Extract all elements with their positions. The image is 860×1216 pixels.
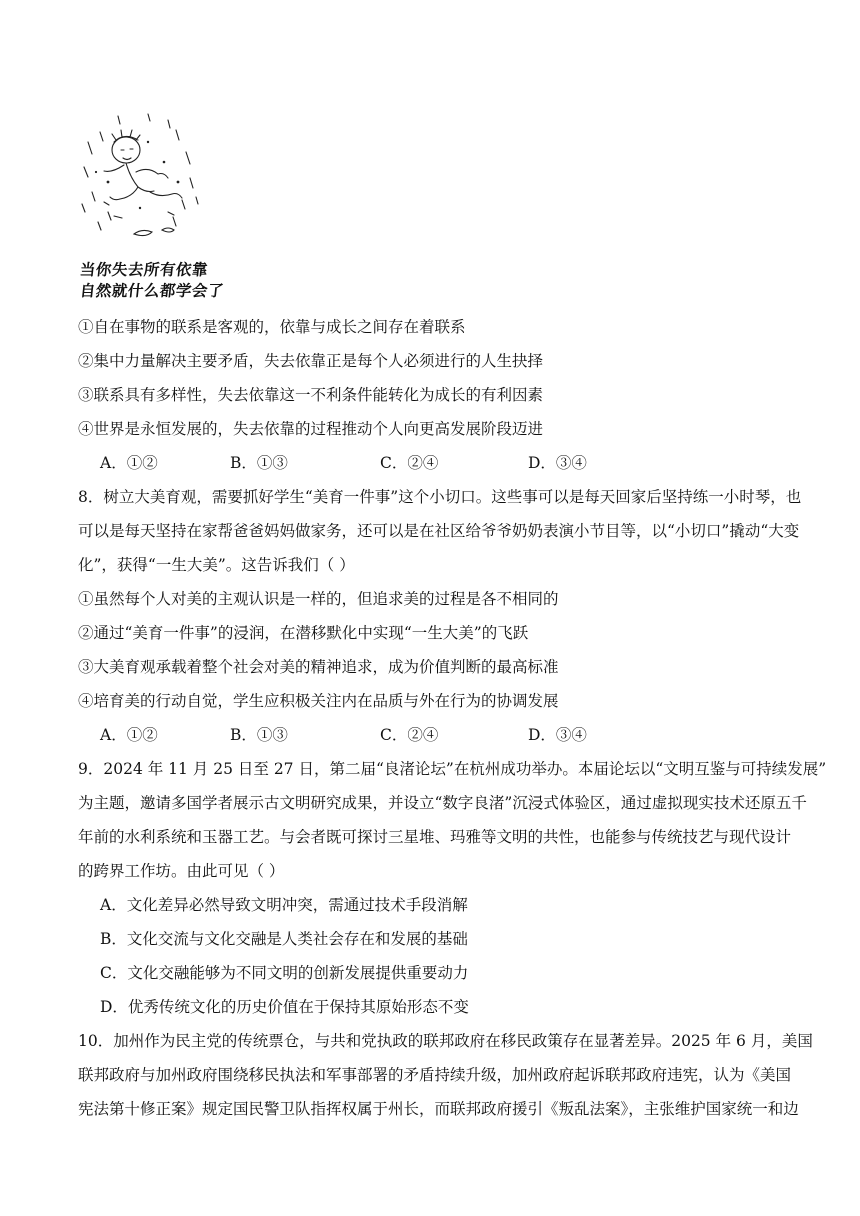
q8-stem-line1: 8．树立大美育观，需要抓好学生“美育一件事”这个小切口。这些事可以是每天回家后坚持练一小时琴，也 xyxy=(78,488,802,506)
q8-option-a[interactable]: A．①② xyxy=(100,726,158,744)
q8-option-c[interactable]: C．②④ xyxy=(380,726,439,744)
falling-boy-icon xyxy=(78,112,228,252)
q7-item-1: ①自在事物的联系是客观的，依靠与成长之间存在着联系 xyxy=(78,318,466,336)
q9-option-b[interactable]: B．文化交流与文化交融是人类社会存在和发展的基础 xyxy=(100,930,468,948)
q8-stem-line2: 可以是每天坚持在家帮爸爸妈妈做家务，还可以是在社区给爷爷奶奶表演小节目等，以“小切口”撬动“大变 xyxy=(78,522,800,540)
q8-option-b[interactable]: B．①③ xyxy=(230,726,288,744)
q10-stem-line2: 联邦政府与加州政府围绕移民执法和军事部署的矛盾持续升级，加州政府起诉联邦政府违宪，认为《美国 xyxy=(78,1066,792,1084)
q9-stem-line2: 为主题，邀请多国学者展示古文明研究成果，并设立“数字良渚”沉浸式体验区，通过虚拟现实技术还原五千 xyxy=(78,794,807,812)
q8-stem-line3: 化”，获得“一生大美”。这告诉我们（ ） xyxy=(78,556,355,574)
cartoon-caption-line2: 自然就什么都学会了 xyxy=(78,282,225,300)
q7-item-2: ②集中力量解决主要矛盾，失去依靠正是每个人必须进行的人生抉择 xyxy=(78,352,544,370)
q10-stem-line3: 宪法第十修正案》规定国民警卫队指挥权属于州长，而联邦政府援引《叛乱法案》，主张维护国家统一和边 xyxy=(78,1100,799,1118)
q9-stem-line3: 年前的水利系统和玉器工艺。与会者既可探讨三星堆、玛雅等文明的共性，也能参与传统技艺与现代设计 xyxy=(78,828,792,846)
q9-stem-line4: 的跨界工作坊。由此可见（ ） xyxy=(78,862,285,880)
q9-stem-line1: 9．2024 年 11 月 25 日至 27 日，第二届“良渚论坛”在杭州成功举办。本届论坛以“文明互鉴与可持续发展” xyxy=(78,760,827,778)
q9-option-c[interactable]: C．文化交融能够为不同文明的创新发展提供重要动力 xyxy=(100,964,469,982)
q8-item-4: ④培育美的行动自觉，学生应积极关注内在品质与外在行为的协调发展 xyxy=(78,692,559,710)
q7-item-3: ③联系具有多样性，失去依靠这一不利条件能转化为成长的有利因素 xyxy=(78,386,544,404)
q8-item-2: ②通过“美育一件事”的浸润，在潜移默化中实现“一生大美”的飞跃 xyxy=(78,624,529,642)
q8-item-3: ③大美育观承载着整个社会对美的精神追求，成为价值判断的最高标准 xyxy=(78,658,559,676)
q7-option-a[interactable]: A．①② xyxy=(100,454,158,472)
q7-option-c[interactable]: C．②④ xyxy=(380,454,439,472)
q9-option-d[interactable]: D．优秀传统文化的历史价值在于保持其原始形态不变 xyxy=(100,998,469,1016)
q8-option-d[interactable]: D．③④ xyxy=(528,726,587,744)
q8-item-1: ①虽然每个人对美的主观认识是一样的，但追求美的过程是各不相同的 xyxy=(78,590,559,608)
q7-item-4: ④世界是永恒发展的，失去依靠的过程推动个人向更高发展阶段迈进 xyxy=(78,420,544,438)
q7-option-b[interactable]: B．①③ xyxy=(230,454,288,472)
q7-option-d[interactable]: D．③④ xyxy=(528,454,587,472)
cartoon-illustration xyxy=(78,112,228,302)
q9-option-a[interactable]: A．文化差异必然导致文明冲突，需通过技术手段消解 xyxy=(100,896,468,914)
cartoon-caption-line1: 当你失去所有依靠 xyxy=(78,261,209,279)
q10-stem-line1: 10．加州作为民主党的传统票仓，与共和党执政的联邦政府在移民政策存在显著差异。2025 年 6 月，美国 xyxy=(78,1032,813,1050)
